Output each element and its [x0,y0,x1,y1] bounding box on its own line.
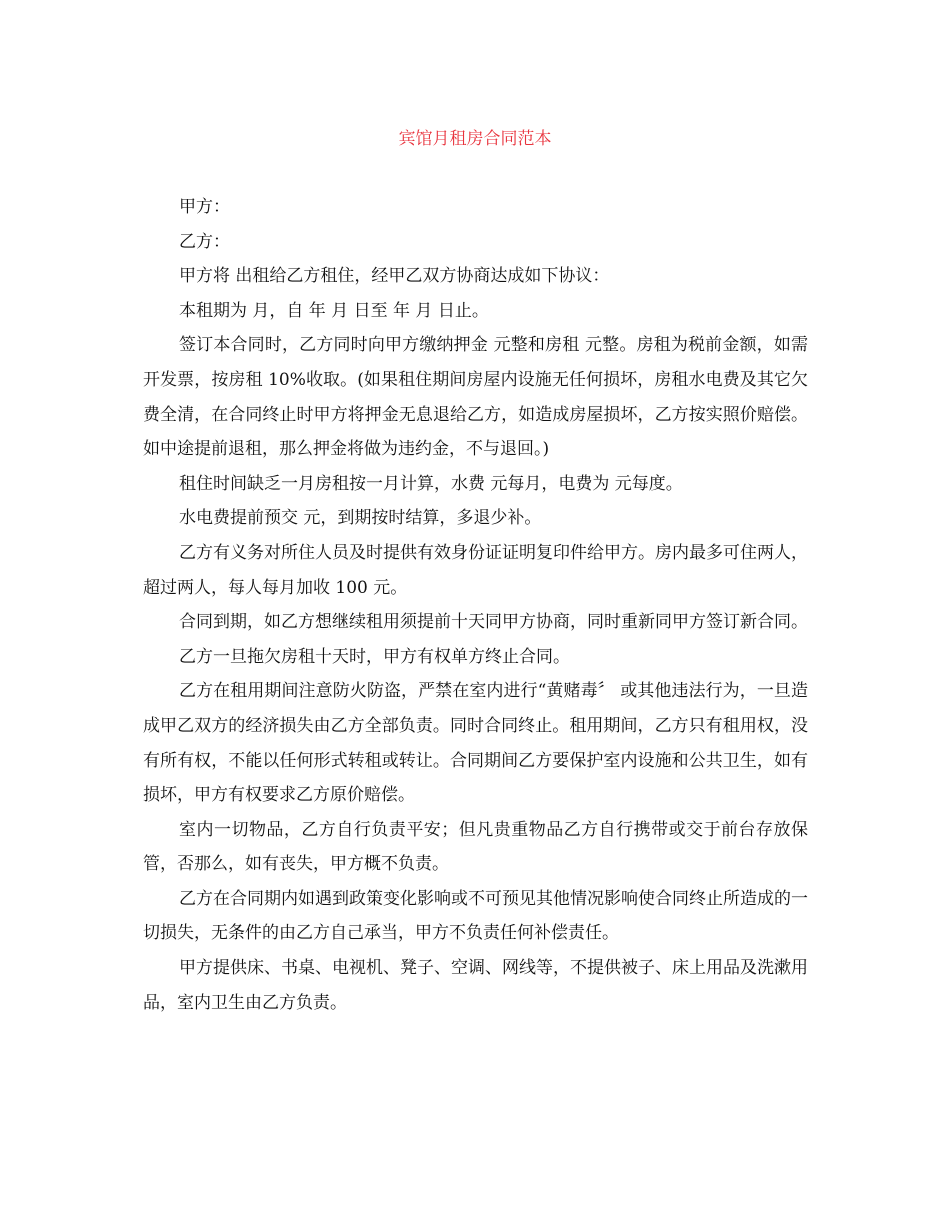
paragraph-renewal: 合同到期，如乙方想继续租用须提前十天同甲方协商，同时重新同甲方签订新合同。 [179,612,808,633]
paragraph-furnishings: 甲方提供床、书桌、电视机、凳子、空调、网线等，不提供被子、床上用品及洗漱用品，室内卫生由乙方负责。 [143,958,808,1013]
paragraph-safety-rules: 乙方在租用期间注意防火防盗，严禁在室内进行“黄赌毒〞 或其他违法行为，一旦造成甲乙双方的经济损失由乙方全部负责。同时合同终止。租用期间，乙方只有租用权，没有所有权，不能以任何形式转租或转让。合同期间乙方要保护室内设施和公共卫生，如有损坏，甲方有权要求乙方原价赔偿。 [143,681,808,806]
document-title: 宾馆月租房合同范本 [398,129,552,149]
paragraph-deposit-rent: 签订本合同时，乙方同时向甲方缴纳押金 元整和房租 元整。房租为税前金额，如需开发票，按房租 10%收取。(如果租住期间房屋内设施无任何损坏，房租水电费及其它欠费全清，在合同终止时甲方将押金无息退给乙方，如造成房屋损坏，乙方按实照价赔偿。如中途提前退租，那么押金将做为违约金，不与退回。) [143,335,808,460]
paragraph-agreement-intro: 甲方将 出租给乙方租住，经甲乙双方协商达成如下协议： [179,266,610,287]
paragraph-party-a: 甲方： [179,197,230,217]
paragraph-rent-calculation: 租住时间缺乏一月房租按一月计算，水费 元每月，电费为 元每度。 [179,473,683,494]
document-body [143,190,808,1020]
paragraph-party-b: 乙方： [179,231,230,252]
paragraph-belongings: 室内一切物品，乙方自行负责平安；但凡贵重物品乙方自行携带或交于前台存放保管，否那么，如有丧失，甲方概不负责。 [143,819,808,875]
paragraph-identity-occupancy: 乙方有义务对所住人员及时提供有效身份证证明复印件给甲方。房内最多可住两人，超过两人，每人每月加收 100 元。 [143,542,808,598]
paragraph-utility-prepay: 水电费提前预交 元，到期按时结算，多退少补。 [179,508,542,529]
paragraph-arrears-termination: 乙方一旦拖欠房租十天时，甲方有权单方终止合同。 [179,646,570,667]
paragraph-force-majeure: 乙方在合同期内如遇到政策变化影响或不可预见其他情况影响使合同终止所造成的一切损失，无条件的由乙方自己承当，甲方不负责任何补偿责任。 [143,888,808,944]
paragraph-lease-term: 本租期为 月，自 年 月 日至 年 月 日止。 [179,300,489,321]
